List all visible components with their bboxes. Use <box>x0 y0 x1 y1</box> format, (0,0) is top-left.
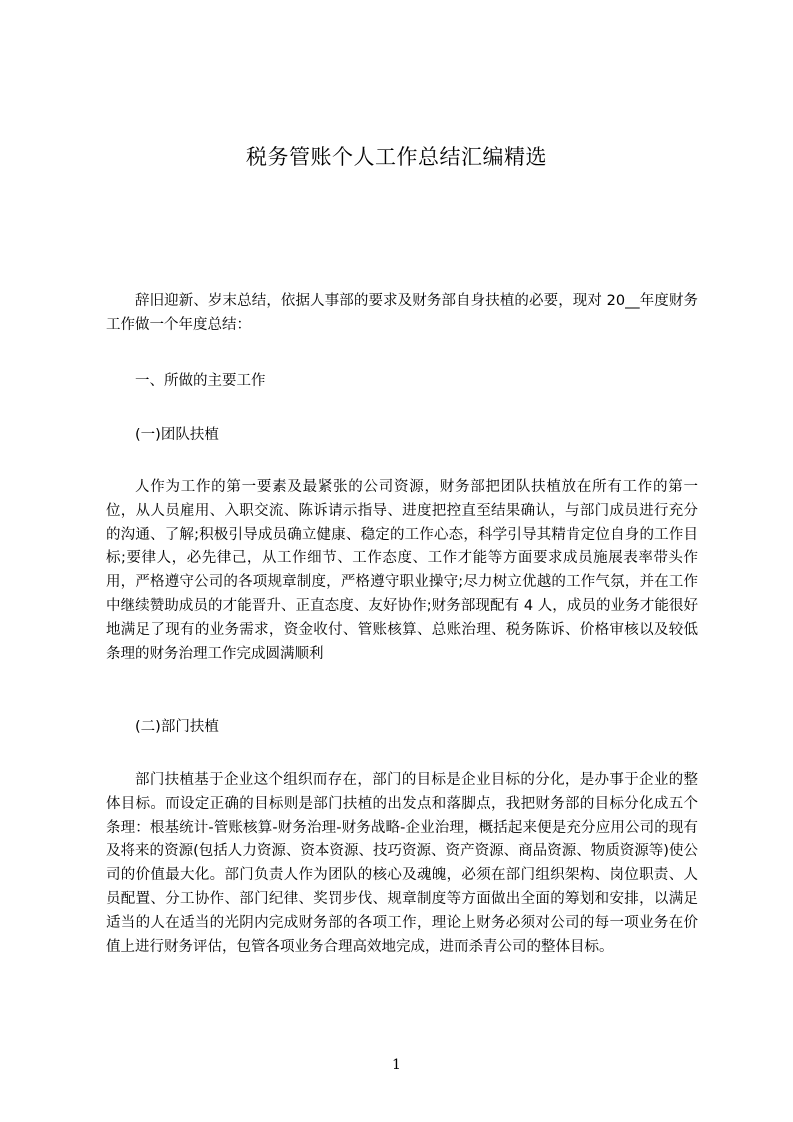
intro-paragraph: 辞旧迎新、岁末总结，依据人事部的要求及财务部自身扶植的必要，现对 20__年度财务工作做一个年度总结： <box>106 293 698 333</box>
page-number: 1 <box>392 1057 401 1073</box>
team-building-paragraph: 人作为工作的第一要素及最紧张的公司资源，财务部把团队扶植放在所有工作的第一位，从人员雇用、入职交流、陈诉请示指导、进度把控直至结果确认，与部门成员进行充分的沟通、了解;积极引导成员确立健康、稳定的工作心态，科学引导其精肯定位自身的工作目标;要律人，必先律己，从工作细节、工作态度、工作才能等方面要求成员施展表率带头作用，严格遵守公司的各项规章制度，严格遵守职业操守;尽力树立优越的工作气氛，并在工作中继续赞助成员的才能晋升、正直态度、友好协作;财务部现配有 4 人，成员的业务才能很好地满足了现有的业务需求，资金收付、管账核算、总账治理、税务陈诉、价格审核以及较低条理的财务治理工作完成圆满顺利 <box>106 479 698 662</box>
section-heading-main-work: 一、所做的主要工作 <box>135 373 266 389</box>
subsection-heading-team: (一)团队扶植 <box>135 427 219 443</box>
department-building-paragraph: 部门扶植基于企业这个组织而存在，部门的目标是企业目标的分化，是办事于企业的整体目标。而设定正确的目标则是部门扶植的出发点和落脚点，我把财务部的目标分化成五个条理：根基统计-管账核算-财务治理-财务战略-企业治理，概括起来便是充分应用公司的现有及将来的资源(包括人力资源、资本资源、技巧资源、资产资源、商品资源、物质资源等)使公司的价值最大化。部门负责人作为团队的核心及魂魄，必须在部门组织架构、岗位职责、人员配置、分工协作、部门纪律、奖罚步伐、规章制度等方面做出全面的筹划和安排，以满足适当的人在适当的光阴内完成财务部的各项工作，理论上财务必须对公司的每一项业务在价值上进行财务评估，包管各项业务合理高效地完成，进而杀青公司的整体目标。 <box>106 772 698 955</box>
document-title: 税务管账个人工作总结汇编精选 <box>246 145 547 169</box>
subsection-heading-department: (二)部门扶植 <box>135 719 219 735</box>
